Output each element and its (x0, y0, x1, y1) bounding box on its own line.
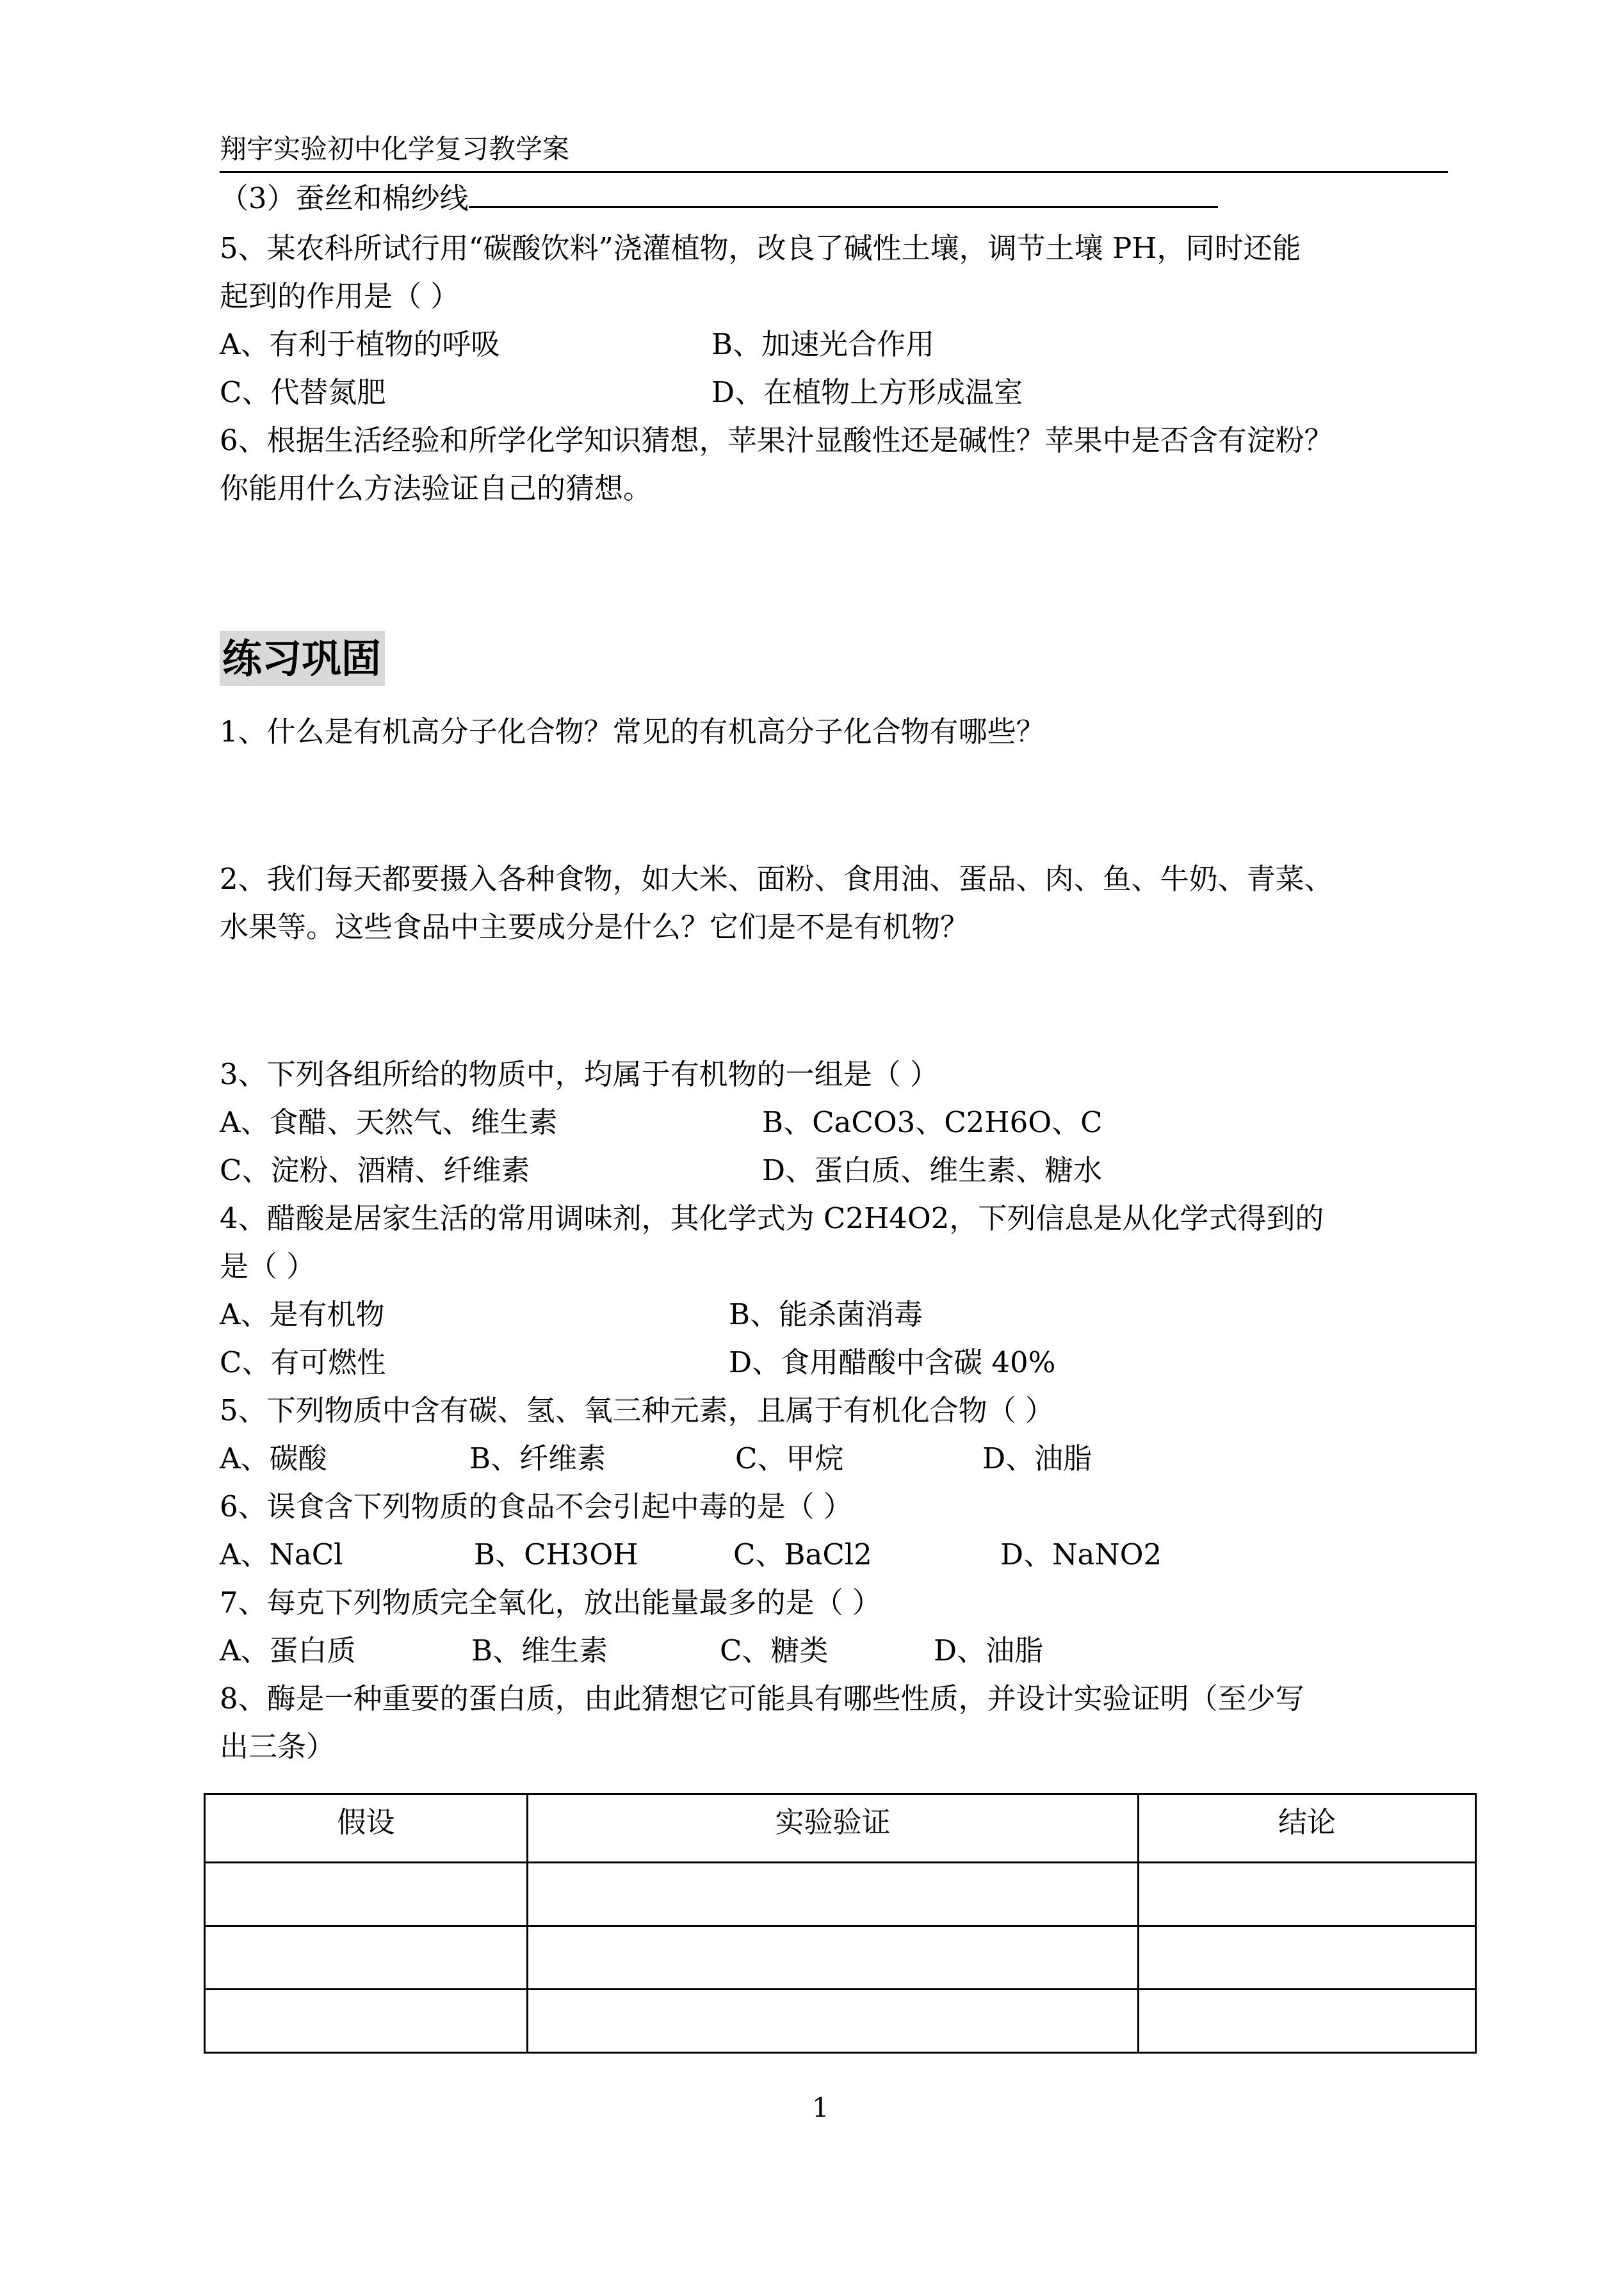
q4-option-a: A、是有机物 (220, 1297, 385, 1331)
q4-option-d: D、食用醋酸中含碳 40% (729, 1345, 1056, 1379)
header-rule (220, 171, 1448, 173)
q6p-option-b: B、CH3OH (474, 1537, 638, 1571)
q5-text-line1: 5、某农科所试行用“碳酸饮料”浇灌植物，改良了碱性土壤，调节土壤 PH，同时还能 (220, 231, 1301, 265)
table-cell[interactable] (1139, 1863, 1476, 1926)
q3-option-c: C、淀粉、酒精、纤维素 (220, 1153, 530, 1187)
practice-q7: 7、每克下列物质完全氧化，放出能量最多的是（ ） (220, 1585, 881, 1619)
q3-option-d: D、蛋白质、维生素、糖水 (762, 1153, 1103, 1187)
practice-q8-line1: 8、酶是一种重要的蛋白质，由此猜想它可能具有哪些性质，并设计实验证明（至少写 (220, 1682, 1304, 1715)
answer-blank (469, 183, 1218, 208)
page-number: 1 (812, 2092, 829, 2123)
q6-text-line2: 你能用什么方法验证自己的猜想。 (220, 471, 653, 505)
table-row (205, 1863, 1476, 1926)
q6p-option-c: C、BaCl2 (733, 1537, 872, 1571)
practice-q3: 3、下列各组所给的物质中，均属于有机物的一组是（ ） (220, 1057, 939, 1091)
document-header: 翔宇实验初中化学复习教学案 (220, 133, 570, 165)
practice-q2-line1: 2、我们每天都要摄入各种食物，如大米、面粉、食用油、蛋品、肉、鱼、牛奶、青菜、 (220, 862, 1333, 896)
q7-option-b: B、维生素 (471, 1634, 608, 1667)
q7-option-a: A、蛋白质 (220, 1634, 356, 1667)
header-experiment: 实验验证 (528, 1794, 1139, 1863)
section-heading: 练习巩固 (220, 631, 385, 686)
table-cell[interactable] (1139, 1926, 1476, 1990)
practice-q2-line2: 水果等。这些食品中主要成分是什么？它们是不是有机物？ (220, 910, 970, 944)
header-conclusion: 结论 (1139, 1794, 1476, 1863)
table-header-row (205, 1794, 1476, 1863)
q5p-option-c: C、甲烷 (735, 1441, 844, 1475)
q5-option-d: D、在植物上方形成温室 (711, 375, 1023, 409)
table-row (205, 1990, 1476, 2053)
practice-q8-line2: 出三条） (220, 1730, 336, 1764)
q4-option-c: C、有可燃性 (220, 1345, 386, 1379)
header-hypothesis: 假设 (205, 1794, 528, 1863)
table-cell[interactable] (205, 1990, 528, 2053)
q7-option-d: D、油脂 (934, 1634, 1044, 1667)
q5p-option-a: A、碳酸 (220, 1441, 327, 1475)
q7-option-c: C、糖类 (720, 1634, 829, 1667)
table-cell[interactable] (205, 1863, 528, 1926)
q3-option-a: A、食醋、天然气、维生素 (220, 1105, 558, 1139)
item-3-text: （3）蚕丝和棉纱线 (220, 181, 469, 215)
table-cell[interactable] (528, 1863, 1139, 1926)
q5-option-c: C、代替氮肥 (220, 375, 386, 409)
q6-text-line1: 6、根据生活经验和所学化学知识猜想，苹果汁显酸性还是碱性？苹果中是否含有淀粉？ (220, 423, 1333, 457)
practice-q1: 1、什么是有机高分子化合物？常见的有机高分子化合物有哪些？ (220, 715, 1045, 749)
experiment-table (204, 1793, 1477, 2054)
q3-option-b: B、CaCO3、C2H6O、C (762, 1105, 1103, 1139)
table-cell[interactable] (1139, 1990, 1476, 2053)
practice-q4-line1: 4、醋酸是居家生活的常用调味剂，其化学式为 C2H4O2，下列信息是从化学式得到的 (220, 1201, 1324, 1235)
practice-q6: 6、误食含下列物质的食品不会引起中毒的是（ ） (220, 1489, 852, 1523)
table-cell[interactable] (528, 1990, 1139, 2053)
q4-option-b: B、能杀菌消毒 (729, 1297, 923, 1331)
q6p-option-d: D、NaNO2 (1000, 1537, 1162, 1571)
q5-option-a: A、有利于植物的呼吸 (220, 327, 500, 361)
table-cell[interactable] (528, 1926, 1139, 1990)
table-cell[interactable] (205, 1926, 528, 1990)
q5-text-line2: 起到的作用是（ ） (220, 279, 460, 313)
q5-option-b: B、加速光合作用 (711, 327, 935, 361)
practice-q4-line2: 是（ ） (220, 1249, 316, 1283)
table-row (205, 1926, 1476, 1990)
q6p-option-a: A、NaCl (220, 1537, 343, 1571)
item-3-line (220, 179, 1218, 218)
q5p-option-d: D、油脂 (982, 1441, 1092, 1475)
q5p-option-b: B、纤维素 (469, 1441, 606, 1475)
practice-q5: 5、下列物质中含有碳、氢、氧三种元素，且属于有机化合物（ ） (220, 1393, 1054, 1427)
